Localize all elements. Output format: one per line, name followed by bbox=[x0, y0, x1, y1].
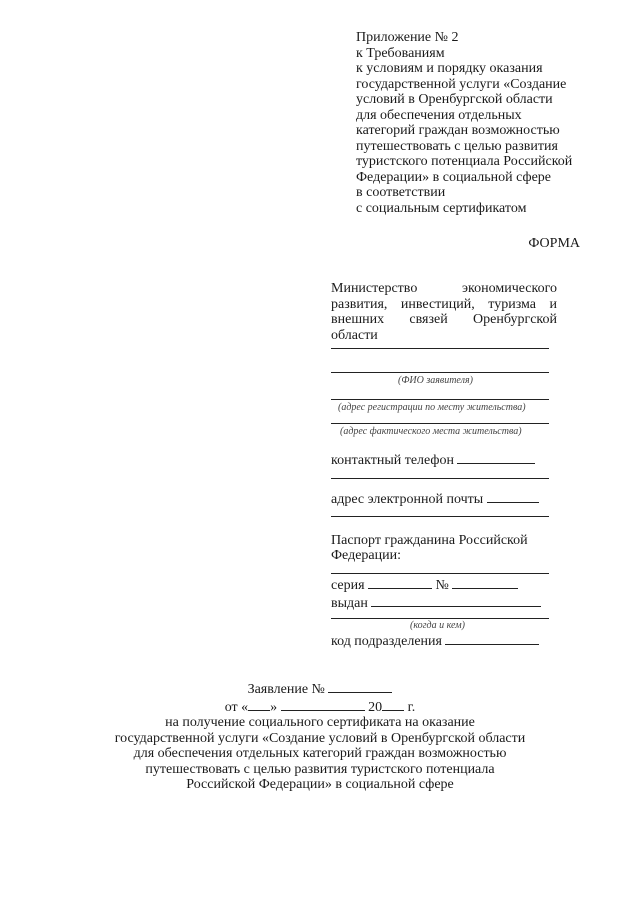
passport-line[interactable] bbox=[331, 573, 549, 574]
date-year-suffix: г. bbox=[407, 699, 416, 715]
applicant-name-line-1[interactable] bbox=[331, 348, 549, 349]
appendix-line: к условиям и порядку оказания bbox=[356, 61, 543, 76]
appendix-line: с социальным сертификатом bbox=[356, 200, 527, 216]
appendix-line: к Требованиям bbox=[356, 45, 445, 61]
appendix-line: условий в Оренбургской области bbox=[356, 92, 553, 107]
email-input[interactable] bbox=[487, 490, 539, 503]
appendix-line: для обеспечения отдельных bbox=[356, 107, 522, 123]
statement-number-input[interactable] bbox=[328, 680, 392, 693]
statement-date bbox=[60, 698, 580, 716]
registration-address-line[interactable] bbox=[331, 399, 549, 400]
appendix-line: государственной услуги «Создание bbox=[356, 76, 567, 92]
passport-label-1: Паспорт гражданина Российской bbox=[331, 533, 528, 548]
appendix-line: Приложение № 2 bbox=[356, 30, 459, 45]
statement-line: путешествовать с целью развития туристского потенциала bbox=[145, 761, 495, 777]
issued-caption: (когда и кем) bbox=[410, 620, 465, 631]
statement-line: для обеспечения отдельных категорий граждан возможностью bbox=[133, 746, 507, 761]
passport-series-field bbox=[331, 576, 518, 594]
statement-line: на получение социального сертификата на оказание bbox=[165, 715, 475, 730]
appendix-line: туристского потенциала Российской bbox=[356, 154, 573, 169]
appendix-line: путешествовать с целью развития bbox=[356, 138, 558, 154]
date-from-label: от « bbox=[224, 699, 249, 715]
appendix-line: Федерации» в социальной сфере bbox=[356, 169, 552, 185]
series-input[interactable] bbox=[368, 576, 432, 589]
phone-input[interactable] bbox=[457, 451, 535, 464]
statement-title-text: Заявление № bbox=[247, 682, 325, 697]
series-label: серия bbox=[331, 578, 365, 593]
appendix-line: в соответствии bbox=[356, 185, 446, 200]
statement-title bbox=[60, 680, 580, 698]
date-month-input[interactable] bbox=[281, 698, 365, 711]
email-label: адрес электронной почты bbox=[331, 492, 484, 507]
email-field bbox=[331, 490, 539, 508]
form-label: ФОРМА bbox=[528, 236, 580, 251]
phone-extra-line[interactable] bbox=[331, 478, 549, 479]
date-day-input[interactable] bbox=[248, 698, 270, 711]
registration-address-caption: (адрес регистрации по месту жительства) bbox=[338, 402, 526, 413]
number-label: № bbox=[435, 578, 449, 593]
statement-line: государственной услуги «Создание условий в Оренбургской области bbox=[114, 730, 526, 746]
email-extra-line[interactable] bbox=[331, 516, 549, 517]
division-code-input[interactable] bbox=[445, 632, 539, 645]
appendix-header bbox=[356, 30, 572, 216]
passport-issued-field bbox=[331, 594, 541, 612]
issued-input[interactable] bbox=[371, 594, 541, 607]
issued-label: выдан bbox=[331, 596, 368, 611]
applicant-name-line-2[interactable] bbox=[331, 372, 549, 373]
passport-label-2: Федерации: bbox=[331, 548, 402, 563]
issued-extra-line[interactable] bbox=[331, 618, 549, 619]
phone-field bbox=[331, 451, 535, 469]
appendix-line: категорий граждан возможностью bbox=[356, 123, 560, 138]
number-input[interactable] bbox=[452, 576, 518, 589]
date-year-prefix: 20 bbox=[368, 699, 383, 715]
date-quote-close: » bbox=[270, 699, 278, 715]
actual-address-caption: (адрес фактического места жительства) bbox=[340, 426, 522, 437]
division-code-field bbox=[331, 632, 539, 650]
statement-block bbox=[60, 680, 580, 793]
applicant-name-caption: (ФИО заявителя) bbox=[398, 375, 473, 386]
actual-address-line[interactable] bbox=[331, 423, 549, 424]
date-year-input[interactable] bbox=[382, 698, 404, 711]
division-code-label: код подразделения bbox=[331, 634, 442, 649]
addressee-ministry: Министерство экономического развития, инвестиций, туризма и внешних связей Оренбургской области bbox=[331, 281, 557, 343]
statement-line: Российской Федерации» в социальной сфере bbox=[186, 777, 454, 792]
phone-label: контактный телефон bbox=[331, 453, 454, 468]
